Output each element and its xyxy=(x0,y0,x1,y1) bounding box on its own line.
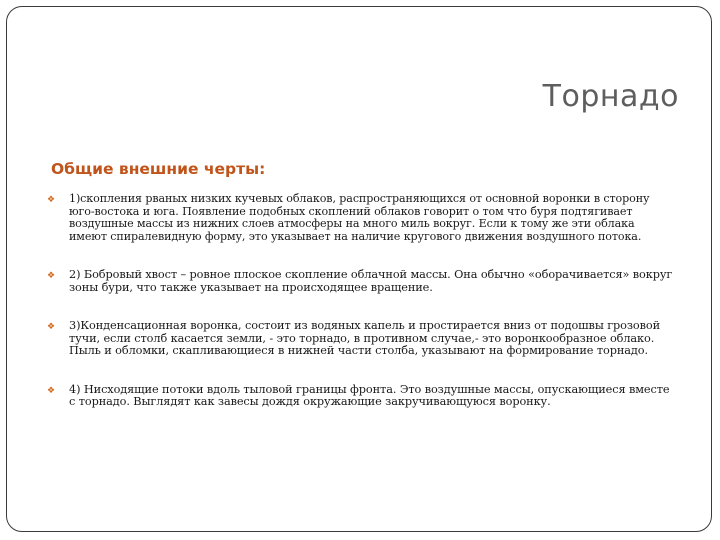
list-item xyxy=(43,193,673,243)
slide-frame xyxy=(6,6,712,532)
slide-subtitle: Общие внешние черты: xyxy=(51,160,266,178)
bullet-text: 3)Конденсационная воронка, состоит из водяных капель и простирается вниз от подошвы грозовой тучи, если столб касается земли, - это торнадо, в противном случае,- это воронкообразное облако. Пыль и обломки, скапливающиеся в нижней части столба, указывают на формирование торнадо. xyxy=(69,319,661,357)
list-item xyxy=(43,320,673,358)
bullet-list xyxy=(43,193,673,435)
list-item xyxy=(43,384,673,409)
diamond-bullet-icon: ❖ xyxy=(47,271,56,281)
diamond-bullet-icon: ❖ xyxy=(47,322,56,332)
slide-title: Торнадо xyxy=(542,79,679,114)
diamond-bullet-icon: ❖ xyxy=(47,195,56,205)
list-item xyxy=(43,269,673,294)
diamond-bullet-icon: ❖ xyxy=(47,385,56,396)
bullet-text: 4) Нисходящие потоки вдоль тыловой границы фронта. Это воздушные массы, опускающиеся вместе с торнадо. Выглядят как завесы дождя окружающие закручивающуюся воронку. xyxy=(69,382,670,408)
bullet-text: 2) Бобровый хвост – ровное плоское скопление облачной массы. Она обычно «оборачивается» вокруг зоны бури, что также указывает на происходящее вращение. xyxy=(69,268,673,294)
bullet-text: 1)скопления рваных низких кучевых облаков, распространяющихся от основной воронки в сторону юго-востока и юга. Появление подобных скоплений облаков говорит о том что буря подтягивает воздушные массы из нижних слоев атмосферы на много миль вокруг. Если к тому же эти облака имеют спиралевидную форму, это указывает на наличие кругового движения воздушного потока. xyxy=(69,192,650,243)
